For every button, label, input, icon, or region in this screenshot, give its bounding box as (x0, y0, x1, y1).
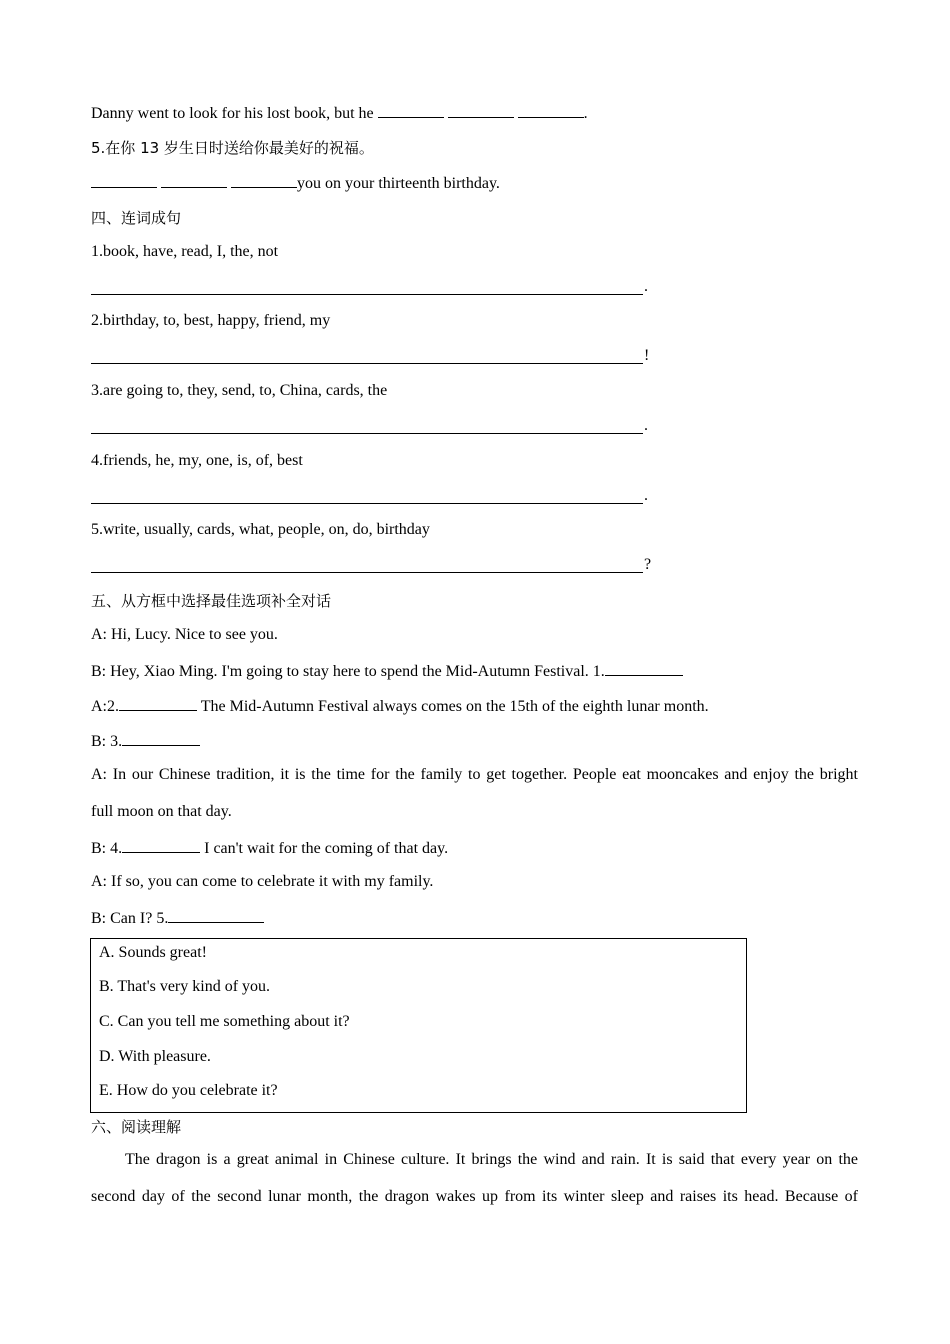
section6-title: 六、阅读理解 (91, 1118, 182, 1136)
s4-prompt-1: 1.book, have, read, I, the, not (91, 243, 279, 260)
fill-blank[interactable] (378, 102, 444, 118)
reading-line-2: second day of the second lunar month, the dragon wakes up from its winter sleep and raises its head. Because of (91, 1188, 858, 1205)
danny-sentence (91, 102, 588, 124)
section5-title: 五、从方框中选择最佳选项补全对话 (91, 592, 332, 610)
dialog-line-6-label: B: 4. (91, 840, 123, 857)
fill-blank[interactable] (161, 172, 227, 188)
options-box (90, 938, 747, 1113)
q5-chinese-prompt: 5.在你 13 岁生日时送给你最美好的祝福。 (91, 139, 374, 157)
fill-blank[interactable] (518, 102, 584, 118)
danny-period: . (583, 105, 588, 122)
blank-3[interactable] (122, 730, 200, 746)
dialog-line-8-text: B: Can I? 5. (91, 910, 169, 927)
answer-line-1[interactable] (91, 294, 643, 295)
fill-blank[interactable] (448, 102, 514, 118)
blank-5[interactable] (168, 907, 264, 923)
blank-1[interactable] (605, 660, 683, 676)
dialog-line-2 (91, 660, 683, 682)
answer-punct-1: . (644, 278, 648, 295)
option-a: A. Sounds great! (99, 944, 207, 961)
blank-2[interactable] (119, 695, 197, 711)
danny-text: Danny went to look for his lost book, but he (91, 105, 374, 122)
dialog-line-5a: A: In our Chinese tradition, it is the time for the family to get together. People eat mooncakes and enjoy the bright (91, 766, 858, 783)
option-e: E. How do you celebrate it? (99, 1082, 278, 1099)
s4-prompt-2: 2.birthday, to, best, happy, friend, my (91, 312, 331, 329)
dialog-line-1: A: Hi, Lucy. Nice to see you. (91, 626, 278, 643)
option-b: B. That's very kind of you. (99, 978, 271, 995)
dialog-line-7: A: If so, you can come to celebrate it with my family. (91, 873, 434, 890)
dialog-line-6-text: I can't wait for the coming of that day. (204, 840, 449, 857)
dialog-line-4-label: B: 3. (91, 733, 123, 750)
section4-title: 四、连词成句 (91, 209, 182, 227)
dialog-line-3 (91, 695, 709, 717)
answer-punct-3: . (644, 417, 648, 434)
dialog-line-2-text: B: Hey, Xiao Ming. I'm going to stay here to spend the Mid-Autumn Festival. 1. (91, 663, 605, 680)
reading-line-1: The dragon is a great animal in Chinese culture. It brings the wind and rain. It is said that every year on the (125, 1151, 858, 1168)
dialog-line-5b: full moon on that day. (91, 803, 232, 820)
fill-blank[interactable] (91, 172, 157, 188)
dialog-line-4 (91, 730, 200, 752)
option-d: D. With pleasure. (99, 1048, 211, 1065)
answer-line-2[interactable] (91, 363, 643, 364)
answer-line-4[interactable] (91, 503, 643, 504)
dialog-line-3-label: A:2. (91, 698, 119, 715)
blank-4[interactable] (122, 837, 200, 853)
dialog-line-3-text: The Mid-Autumn Festival always comes on the 15th of the eighth lunar month. (200, 698, 709, 715)
q5-english-sentence (91, 172, 500, 194)
s4-prompt-4: 4.friends, he, my, one, is, of, best (91, 452, 303, 469)
answer-punct-4: . (644, 487, 648, 504)
answer-line-3[interactable] (91, 433, 643, 434)
answer-line-5[interactable] (91, 572, 643, 573)
answer-punct-2: ! (644, 347, 650, 364)
fill-blank[interactable] (231, 172, 297, 188)
q5-english-text: you on your thirteenth birthday. (297, 175, 500, 192)
s4-prompt-3: 3.are going to, they, send, to, China, cards, the (91, 382, 388, 399)
answer-punct-5: ? (644, 556, 652, 573)
s4-prompt-5: 5.write, usually, cards, what, people, on, do, birthday (91, 521, 430, 538)
option-c: C. Can you tell me something about it? (99, 1013, 350, 1030)
dialog-line-8 (91, 907, 264, 929)
dialog-line-6 (91, 837, 448, 859)
